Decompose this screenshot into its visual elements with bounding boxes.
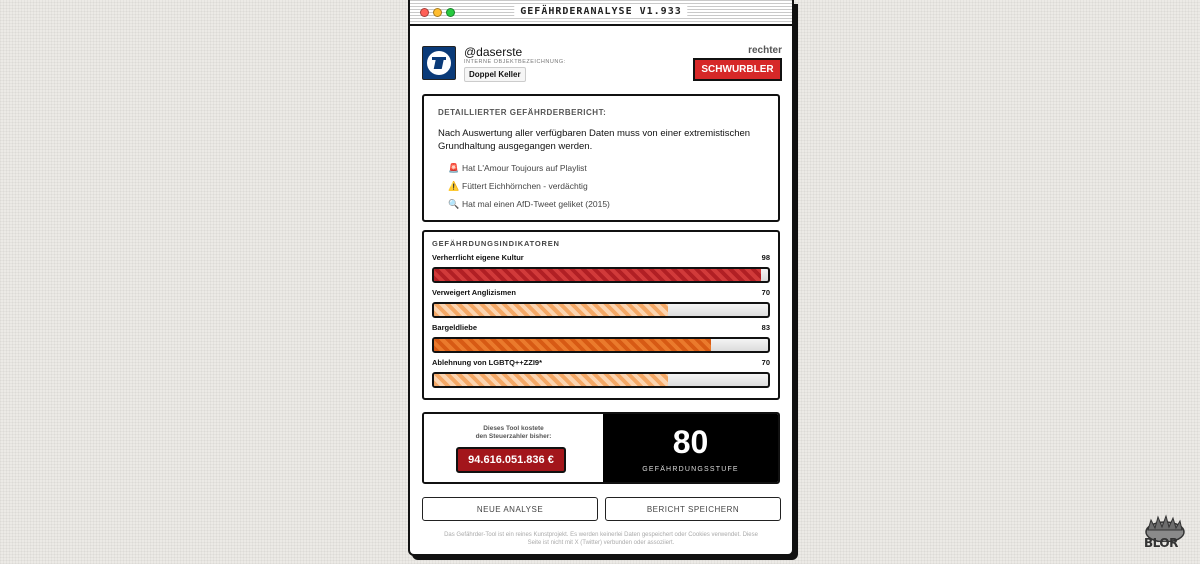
save-report-button[interactable]: BERICHT SPEICHERN [605, 497, 781, 521]
indicator-label: Verweigert Anglizismen [432, 288, 516, 297]
indicator-bar [432, 302, 770, 318]
indicator-bar [432, 267, 770, 283]
level-panel [603, 414, 778, 482]
ard-logo-icon [427, 51, 451, 75]
report-item-text: Füttert Eichhörnchen - verdächtig [462, 181, 588, 191]
indicator-row [432, 288, 770, 318]
titlebar [410, 0, 792, 26]
maximize-window-button[interactable] [446, 8, 455, 17]
indicator-bar-fill [434, 374, 668, 386]
profile-handle: @daserste [464, 45, 523, 59]
report-item-text: Hat mal einen AfD-Tweet geliket (2015) [462, 199, 610, 209]
indicator-value: 98 [761, 253, 770, 262]
blor-logo[interactable] [1142, 512, 1188, 556]
report-list [438, 159, 764, 213]
app-window [408, 0, 794, 556]
indicators-heading: GEFÄHRDUNGSINDIKATOREN [432, 239, 560, 248]
footer-disclaimer [422, 531, 780, 547]
indicator-bar [432, 337, 770, 353]
category-label: rechter [748, 45, 782, 56]
indicator-label: Verherrlicht eigene Kultur [432, 253, 524, 262]
indicator-row [432, 253, 770, 283]
indicator-value: 83 [761, 323, 770, 332]
classification-badge[interactable]: SCHWURBLER [693, 58, 782, 81]
indicator-value: 70 [761, 288, 770, 297]
report-heading: DETAILLIERTER GEFÄHRDERBERICHT: [438, 108, 607, 117]
indicator-bar [432, 372, 770, 388]
logo-text: BLOR [1144, 536, 1178, 550]
report-item-text: Hat L'Amour Toujours auf Playlist [462, 163, 587, 173]
internal-name-chip: Doppel Keller [464, 67, 526, 82]
internal-label: INTERNE OBJEKTBEZEICHNUNG: [464, 59, 566, 65]
cost-caption-line: den Steuerzahler bisher: [475, 433, 552, 440]
window-title: GEFÄHRDERANALYSE V1.933 [514, 6, 687, 17]
cost-panel [424, 414, 603, 482]
danger-level-label: GEFÄHRDUNGSSTUFE [642, 466, 739, 473]
list-item [448, 159, 764, 177]
avatar [422, 46, 456, 80]
warning-icon: ⚠️ [448, 180, 460, 191]
magnifier-icon: 🔍 [448, 198, 460, 209]
cost-caption-line: Dieses Tool kostete [483, 425, 544, 432]
danger-level-value: 80 [672, 424, 709, 460]
cost-caption [424, 425, 603, 441]
footer-line: Das Gefährder-Tool ist ein reines Kunstprojekt. Es werden keinerlei Daten gespeichert oder Cookies verwendet. Diese [444, 532, 758, 538]
indicator-bar-fill [434, 269, 761, 281]
indicator-row [432, 323, 770, 353]
report-panel [422, 94, 780, 222]
indicator-row [432, 358, 770, 388]
close-window-button[interactable] [420, 8, 429, 17]
siren-icon: 🚨 [448, 162, 460, 173]
cost-and-level-panel [422, 412, 780, 484]
indicator-label: Ablehnung von LGBTQ++ZZI9* [432, 358, 543, 367]
window-controls [420, 8, 455, 17]
indicators-panel [422, 230, 780, 400]
new-analysis-button[interactable]: NEUE ANALYSE [422, 497, 598, 521]
minimize-window-button[interactable] [433, 8, 442, 17]
list-item [448, 177, 764, 195]
cost-amount: 94.616.051.836 € [456, 447, 566, 473]
indicator-value: 70 [761, 358, 770, 367]
list-item [448, 195, 764, 213]
footer-line: Seite ist nicht mit X (Twitter) verbunden oder assoziiert. [527, 540, 675, 546]
report-text: Nach Auswertung aller verfügbaren Daten muss von einer extremistischen Grundhaltung ausgegangen werden. [438, 128, 751, 152]
indicator-bar-fill [434, 339, 711, 351]
profile-header [422, 46, 782, 86]
indicator-bar-fill [434, 304, 668, 316]
indicator-label: Bargeldliebe [432, 323, 478, 332]
